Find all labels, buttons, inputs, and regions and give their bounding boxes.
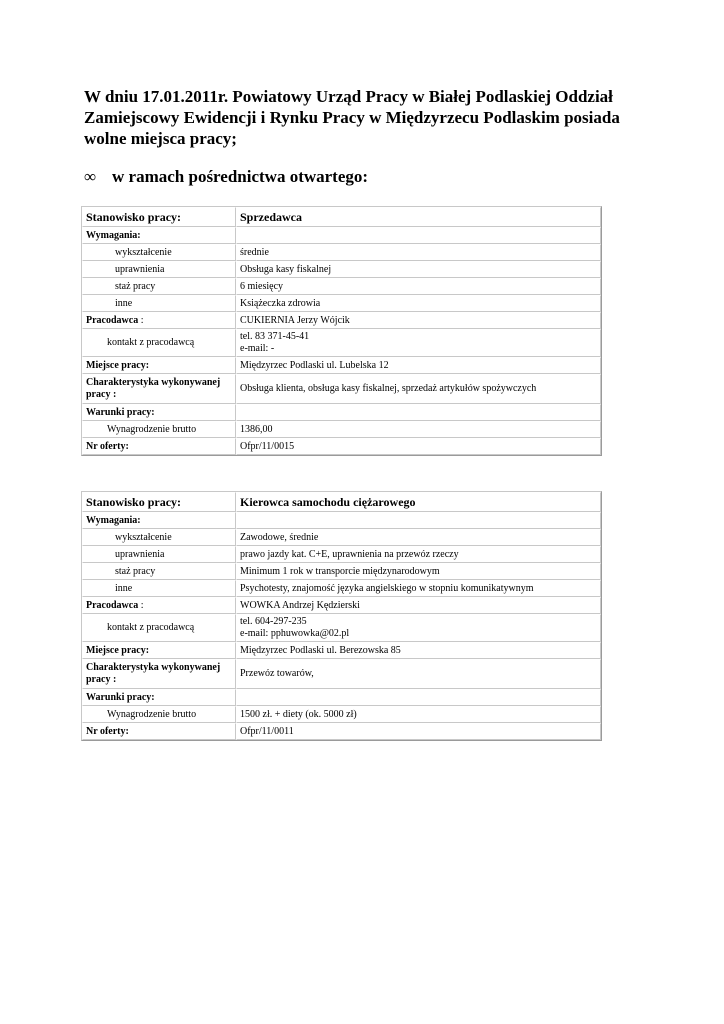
employer-row xyxy=(82,312,601,329)
other-label: inne xyxy=(82,295,236,312)
experience-value: Minimum 1 rok w transporcie międzynarodowym xyxy=(236,563,601,580)
offer-number-value: Ofpr/11/0011 xyxy=(236,723,601,740)
other-value: Psychotesty, znajomość języka angielskiego w stopniu komunikatywnym xyxy=(236,580,601,597)
requirements-value xyxy=(236,512,601,529)
licenses-label: uprawnienia xyxy=(82,546,236,563)
licenses-label: uprawnienia xyxy=(82,261,236,278)
job-offer-table-1 xyxy=(81,206,602,456)
workplace-value: Międzyrzec Podlaski ul. Lubelska 12 xyxy=(236,357,601,374)
position-label: Stanowisko pracy: xyxy=(82,207,236,227)
contact-email: e-mail: - xyxy=(240,343,275,354)
contact-row xyxy=(82,614,601,642)
conditions-row xyxy=(82,689,601,706)
conditions-value xyxy=(236,404,601,421)
conditions-label: Warunki pracy: xyxy=(82,404,236,421)
salary-row xyxy=(82,421,601,438)
education-row xyxy=(82,244,601,261)
employer-label-suffix: : xyxy=(138,599,144,611)
job-offer-table-2 xyxy=(81,491,602,741)
education-value: Zawodowe, średnie xyxy=(236,529,601,546)
other-row xyxy=(82,580,601,597)
employer-label-text: Pracodawca xyxy=(86,314,139,326)
education-label: wykształcenie xyxy=(82,244,236,261)
salary-label: Wynagrodzenie brutto xyxy=(82,706,236,723)
contact-label: kontakt z pracodawcą xyxy=(82,329,236,357)
experience-label: staż pracy xyxy=(82,563,236,580)
requirements-row xyxy=(82,512,601,529)
experience-label: staż pracy xyxy=(82,278,236,295)
contact-value xyxy=(236,614,601,642)
page-title: W dniu 17.01.2011r. Powiatowy Urząd Pracy w Białej Podlaskiej Oddział Zamiejscowy Ewidencji i Rynku Pracy w Międzyrzecu Podlaskim posiada wolne miejsca pracy; xyxy=(84,87,620,148)
employer-label-suffix: : xyxy=(138,314,144,326)
position-value: Sprzedawca xyxy=(236,207,601,227)
other-label: inne xyxy=(82,580,236,597)
conditions-value xyxy=(236,689,601,706)
salary-row xyxy=(82,706,601,723)
employer-label-text: Pracodawca xyxy=(86,599,139,611)
offer-number-row xyxy=(82,438,601,455)
employer-value: CUKIERNIA Jerzy Wójcik xyxy=(236,312,601,329)
requirements-label: Wymagania: xyxy=(82,227,236,244)
workplace-row xyxy=(82,642,601,659)
offer-number-label: Nr oferty: xyxy=(82,438,236,455)
employer-row xyxy=(82,597,601,614)
experience-row xyxy=(82,563,601,580)
contact-row xyxy=(82,329,601,357)
licenses-value: Obsługa kasy fiskalnej xyxy=(236,261,601,278)
characteristics-row xyxy=(82,374,601,404)
experience-value: 6 miesięcy xyxy=(236,278,601,295)
experience-row xyxy=(82,278,601,295)
workplace-row xyxy=(82,357,601,374)
salary-value: 1500 zł. + diety (ok. 5000 zł) xyxy=(236,706,601,723)
conditions-label: Warunki pracy: xyxy=(82,689,236,706)
position-label: Stanowisko pracy: xyxy=(82,492,236,512)
other-row xyxy=(82,295,601,312)
section-heading-text: w ramach pośrednictwa otwartego: xyxy=(112,167,369,186)
section-heading xyxy=(84,166,368,187)
characteristics-row xyxy=(82,659,601,689)
offer-number-value: Ofpr/11/0015 xyxy=(236,438,601,455)
characteristics-label: Charakterystyka wykonywanej pracy : xyxy=(82,659,236,689)
salary-value: 1386,00 xyxy=(236,421,601,438)
characteristics-label: Charakterystyka wykonywanej pracy : xyxy=(82,374,236,404)
position-value: Kierowca samochodu ciężarowego xyxy=(236,492,601,512)
contact-label: kontakt z pracodawcą xyxy=(82,614,236,642)
requirements-label: Wymagania: xyxy=(82,512,236,529)
position-row xyxy=(82,207,601,227)
contact-phone: tel. 604-297-235 xyxy=(240,616,307,627)
education-value: średnie xyxy=(236,244,601,261)
employer-value: WOWKA Andrzej Kędzierski xyxy=(236,597,601,614)
requirements-value xyxy=(236,227,601,244)
workplace-value: Międzyrzec Podlaski ul. Berezowska 85 xyxy=(236,642,601,659)
characteristics-value: Przewóz towarów, xyxy=(236,659,601,689)
employer-label xyxy=(82,312,236,329)
offer-number-label: Nr oferty: xyxy=(82,723,236,740)
position-row xyxy=(82,492,601,512)
contact-value xyxy=(236,329,601,357)
offer-number-row xyxy=(82,723,601,740)
licenses-value: prawo jazdy kat. C+E, uprawnienia na przewóz rzeczy xyxy=(236,546,601,563)
licenses-row xyxy=(82,546,601,563)
employer-label xyxy=(82,597,236,614)
licenses-row xyxy=(82,261,601,278)
education-label: wykształcenie xyxy=(82,529,236,546)
workplace-label: Miejsce pracy: xyxy=(82,642,236,659)
requirements-row xyxy=(82,227,601,244)
characteristics-value: Obsługa klienta, obsługa kasy fiskalnej, sprzedaż artykułów spożywczych xyxy=(236,374,601,404)
infinity-bullet-icon: ∞ xyxy=(84,167,97,186)
workplace-label: Miejsce pracy: xyxy=(82,357,236,374)
contact-phone: tel. 83 371-45-41 xyxy=(240,331,310,342)
contact-email: e-mail: pphuwowka@02.pl xyxy=(240,628,350,639)
other-value: Książeczka zdrowia xyxy=(236,295,601,312)
salary-label: Wynagrodzenie brutto xyxy=(82,421,236,438)
conditions-row xyxy=(82,404,601,421)
education-row xyxy=(82,529,601,546)
